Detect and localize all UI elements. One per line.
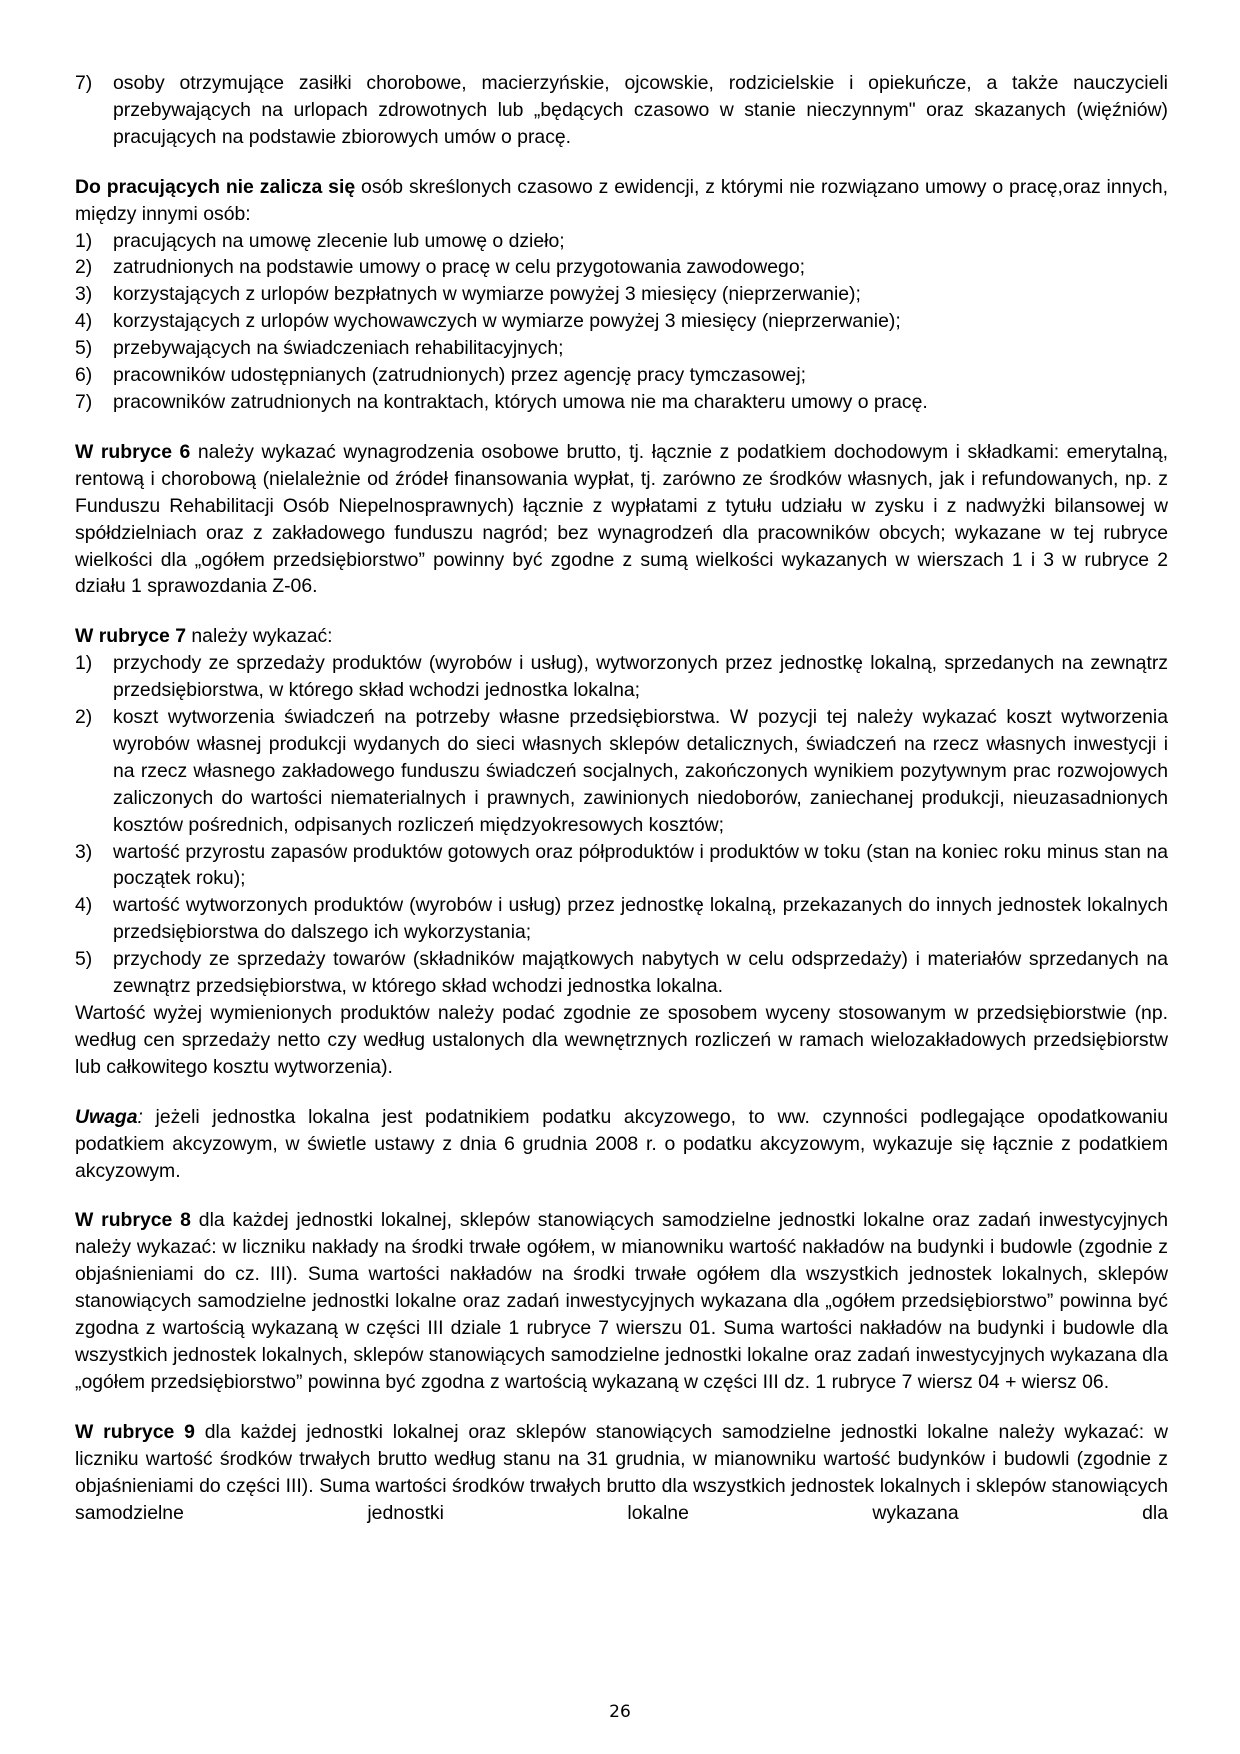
- list-item: [75, 839, 1168, 893]
- rubric-8-heading: W rubryce 8: [75, 1209, 191, 1232]
- list-item: [75, 389, 1168, 416]
- rubric-9-paragraph: [75, 1419, 1168, 1527]
- rubric-9-heading: W rubryce 9: [75, 1420, 195, 1443]
- list-item-text: zatrudnionych na podstawie umowy o pracę w celu przygotowania zawodowego;: [113, 256, 805, 279]
- list-item: [75, 946, 1168, 1000]
- rubric-6-section: [75, 439, 1168, 600]
- list-item-number: 2): [75, 256, 93, 279]
- page-number: 26: [609, 1702, 631, 1722]
- list-item-number: 5): [75, 337, 93, 360]
- list-item-number: 3): [75, 840, 93, 863]
- list-item: [75, 228, 1168, 255]
- list-item-text: korzystających z urlopów wychowawczych w wymiarze powyżej 3 miesięcy (nieprzerwanie);: [113, 310, 901, 333]
- list-item-text: pracowników udostępnianych (zatrudnionych) przez agencję pracy tymczasowej;: [113, 364, 807, 387]
- list-item: [75, 70, 1168, 151]
- non-workers-intro: [75, 174, 1168, 228]
- rubric-7-valuation-paragraph: Wartość wyżej wymienionych produktów należy podać zgodnie ze sposobem wyceny stosowanym w przedsiębiorstwie (np. według cen sprzedaży netto czy według ustalonych dla wewnętrznych rozliczeń w ramach wielozakładowych przedsiębiorstw lub całkowitego kosztu wytworzenia).: [75, 1002, 1168, 1078]
- note-colon: :: [137, 1105, 143, 1128]
- list-item-number: 1): [75, 229, 93, 252]
- rubric-7-section: [75, 623, 1168, 1080]
- document-body: [75, 70, 1168, 1549]
- list-item-text: przebywających na świadczeniach rehabilitacyjnych;: [113, 337, 564, 360]
- rubric-8-section: [75, 1207, 1168, 1395]
- list-item-number: 7): [75, 390, 93, 413]
- list-item-text: wartość przyrostu zapasów produktów gotowych oraz półproduktów i produktów w toku (stan na koniec roku minus stan na początek roku);: [113, 840, 1168, 890]
- list-item-number: 4): [75, 310, 93, 333]
- note-label: Uwaga: [75, 1105, 138, 1128]
- list-item-number: 5): [75, 948, 93, 971]
- list-item-text: koszt wytworzenia świadczeń na potrzeby własne przedsiębiorstwa. W pozycji tej należy wykazać koszt wytworzenia wyrobów własnej produkcji wydanych do sieci własnych sklepów detalicznych, świadczeń na rzecz własnych inwestycji i na rzecz własnego zakładowego funduszu świadczeń socjalnych, zakończonych wynikiem pozytywnym prac rozwojowych zaliczonych do wartości niematerialnych i prawnych, zawinionych niedoborów, zaniechanej produkcji, nieuzasadnionych kosztów pośrednich, odpisanych rozliczeń międzyokresowych kosztów;: [113, 706, 1168, 836]
- list-item: [75, 308, 1168, 335]
- rubric-7-intro-text: należy wykazać:: [186, 625, 333, 648]
- list-item-number: 6): [75, 364, 93, 387]
- rubric-8-text: dla każdej jednostki lokalnej, sklepów stanowiących samodzielne jednostki lokalne oraz zadań inwestycyjnych należy wykazać: w liczniku nakłady na środki trwałe ogółem, w mianowniku wartość nakładów na budynki i budowle (zgodnie z objaśnieniami do cz. III). Suma wartości nakładów na środki trwałe ogółem dla wszystkich jednostek lokalnych, sklepów stanowiących samodzielne jednostki lokalne oraz zadań inwestycyjnych wykazana dla „ogółem przedsiębiorstwo” powinna być zgodna z wartością wykazaną w części III dziale 1 rubryce 7 wierszu 01. Suma wartości nakładów na budynki i budowle dla wszystkich jednostek lokalnych, sklepów stanowiących samodzielne jednostki lokalne oraz zadań inwestycyjnych wykazana dla „ogółem przedsiębiorstwo” powinna być zgodna z wartością wykazaną w części III dz. 1 rubryce 7 wiersz 04 + wiersz 06.: [75, 1209, 1168, 1393]
- non-workers-intro-text: osób skreślonych czasowo z ewidencji, z którymi nie rozwiązano umowy o pracę,oraz innych, między innymi osób:: [75, 175, 1168, 225]
- list-item-number: 4): [75, 894, 93, 917]
- rubric-9-section: [75, 1419, 1168, 1527]
- list-item-number: 1): [75, 652, 93, 675]
- list-item-text: pracujących na umowę zlecenie lub umowę o dzieło;: [113, 229, 565, 252]
- rubric-6-heading: W rubryce 6: [75, 440, 191, 463]
- list-item-text: korzystających z urlopów bezpłatnych w wymiarze powyżej 3 miesięcy (nieprzerwanie);: [113, 283, 861, 306]
- non-workers-section: [75, 174, 1168, 416]
- list-item-text: wartość wytworzonych produktów (wyrobów i usług) przez jednostkę lokalną, przekazanych do innych jednostek lokalnych przedsiębiorstwa do dalszego ich wykorzystania;: [113, 894, 1168, 944]
- rubric-6-text: należy wykazać wynagrodzenia osobowe brutto, tj. łącznie z podatkiem dochodowym i składkami: emerytalną, rentową i chorobową (nielależnie od źródeł finansowania wypłat, tj. zarówno ze środków własnych, jak i refundowanych, np. z Funduszu Rehabilitacji Osób Niepelnosprawnych) łącznie z wypłatami z tytułu udziału w zysku i z nadwyżki bilansowej w spółdzielniach oraz z zakładowego funduszu nagród; bez wynagrodzeń dla pracowników obcych; wykazane w tej rubryce wielkości dla „ogółem przedsiębiorstwo” powinny być zgodne z sumą wielkości wykazanych w wierszach 1 i 3 w rubryce 2 działu 1 sprawozdania Z-06.: [75, 440, 1168, 598]
- non-workers-heading: Do pracujących nie zalicza się: [75, 175, 356, 198]
- list-item-text: pracowników zatrudnionych na kontraktach, których umowa nie ma charakteru umowy o pracę.: [113, 390, 928, 413]
- list-item: [75, 892, 1168, 946]
- excise-note-section: [75, 1104, 1168, 1185]
- note-text: jeżeli jednostka lokalna jest podatnikiem podatku akcyzowego, to ww. czynności podlegające opodatkowaniu podatkiem akcyzowym, w świetle ustawy z dnia 6 grudnia 2008 r. o podatku akcyzowym, wykazuje się łącznie z podatkiem akcyzowym.: [75, 1105, 1168, 1182]
- rubric-8-paragraph: [75, 1207, 1168, 1395]
- list-item-number: 3): [75, 283, 93, 306]
- list-item: [75, 281, 1168, 308]
- list-item-text: przychody ze sprzedaży produktów (wyrobów i usług), wytworzonych przez jednostkę lokalną, sprzedanych na zewnątrz przedsiębiorstwa, w którego skład wchodzi jednostka lokalna;: [113, 652, 1168, 702]
- list-item-text: osoby otrzymujące zasiłki chorobowe, macierzyńskie, ojcowskie, rodzicielskie i opiekuńcze, a także nauczycieli przebywających na urlopach zdrowotnych lub „będących czasowo w stanie nieczynnym" oraz skazanych (więźniów) pracujących na podstawie zbiorowych umów o pracę.: [113, 72, 1168, 148]
- list-item: [75, 650, 1168, 704]
- excise-note-paragraph: [75, 1104, 1168, 1185]
- list-item-text: przychody ze sprzedaży towarów (składników majątkowych nabytych w celu odsprzedaży) i materiałów sprzedanych na zewnątrz przedsiębiorstwa, w którego skład wchodzi jednostka lokalna.: [113, 948, 1168, 998]
- employees-list-continuation: [75, 70, 1168, 151]
- rubric-6-paragraph: [75, 439, 1168, 600]
- rubric-7-heading: W rubryce 7: [75, 625, 186, 648]
- list-item: [75, 254, 1168, 281]
- rubric-7-intro: [75, 623, 1168, 650]
- list-item: [75, 704, 1168, 839]
- list-item-number: 7): [75, 72, 93, 94]
- list-item-number: 2): [75, 706, 93, 729]
- rubric-9-text: dla każdej jednostki lokalnej oraz sklepów stanowiących samodzielne jednostki lokalne należy wykazać: w liczniku wartość środków trwałych brutto według stanu na 31 grudnia, w mianowniku wartość budynków i budowli (zgodnie z objaśnieniami do części III). Suma wartości środków trwałych brutto dla wszystkich jednostek lokalnych i sklepów stanowiących samodzielne jednostki lokalne wykazana dla: [75, 1420, 1168, 1524]
- list-item: [75, 335, 1168, 362]
- list-item: [75, 362, 1168, 389]
